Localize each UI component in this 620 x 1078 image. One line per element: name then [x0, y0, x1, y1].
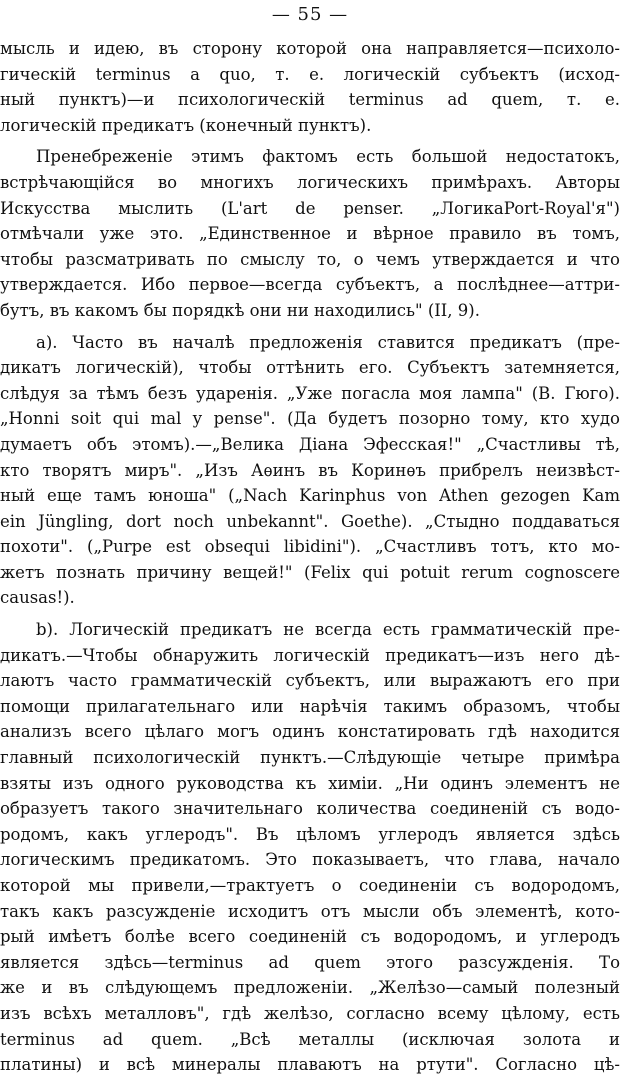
text-line: родомъ, какъ углеродъ". Въ цѣломъ углеродъ является здѣсь — [0, 824, 620, 844]
text-line: утверждается. Ибо первое—всегда субъектъ, а послѣднее—аттри- — [0, 275, 620, 295]
text-line: логическій предикатъ (конечный пунктъ). — [0, 115, 372, 135]
text-line: гическій terminus a quo, т. е. логическій субъектъ (исход- — [0, 64, 620, 84]
text-line: отмѣчали уже это. „Единственное и вѣрное правило въ томъ, — [0, 224, 620, 244]
text-line: встрѣчающійся во многихъ логическихъ примѣрахъ. Авторы — [0, 172, 620, 192]
text-line: слѣдуя за тѣмъ безъ ударенія. „Уже погасла моя лампа" (В. Гюго). — [0, 383, 620, 403]
text-line: которой мы привели,—трактуетъ о соединеніи съ водородомъ, — [0, 876, 620, 895]
text-line: Пренебреженіе этимъ фактомъ есть большой недостатокъ, — [36, 147, 620, 167]
text-line: ный еще тамъ юноша" („Nach Karinphus von Athen gezogen Kam — [0, 486, 620, 506]
text-line: b). Логическій предикатъ не всегда есть грамматическій пре- — [36, 620, 620, 640]
text-line: Искусства мыслить (L'art de penser. „ЛогикаPort-Royal'я") — [0, 198, 620, 218]
text-line: „Honni soit qui mal y pense". (Да будетъ позорно тому, кто худо — [0, 409, 620, 429]
text-line: дикатъ.—Чтобы обнаружить логическій предикатъ—изъ него дѣ- — [0, 645, 620, 665]
text-line: взяты изъ одного руководства къ химіи. „Ни одинъ элементъ не — [0, 773, 620, 793]
text-line: terminus ad quem. „Всѣ металлы (исключая золота и — [0, 1029, 620, 1049]
text-line: же и въ слѣдующемъ предложеніи. „Желѣзо—самый полезный — [0, 978, 620, 998]
text-line: a). Часто въ началѣ предложенія ставится предикатъ (пре- — [36, 332, 620, 352]
text-line: чтобы разсматривать по смыслу то, о чемъ утверждается и что — [0, 249, 620, 269]
text-line: лаютъ часто грамматическій субъектъ, или выражаютъ его при — [0, 671, 620, 691]
text-line: анализъ всего цѣлаго могъ одинъ констатировать гдѣ находится — [0, 722, 620, 742]
text-line: мысль и идею, въ сторону которой она направляется—психоло- — [0, 39, 620, 58]
body-text — [0, 36, 620, 1078]
text-line: думаетъ объ этомъ).—„Велика Діана Эфесская!" „Счастливы тѣ, — [0, 434, 620, 454]
text-line: образуетъ такого значительнаго количества соединеній съ водо- — [0, 799, 620, 819]
text-line: рый имѣетъ болѣе всего соединеній съ водородомъ, и углеродъ — [0, 927, 620, 947]
text-line: помощи прилагательнаго или нарѣчія такимъ образомъ, чтобы — [0, 696, 620, 716]
text-line: платины) и всѣ минералы плаваютъ на ртути". Согласно цѣ- — [0, 1055, 620, 1075]
text-line: ein Jüngling, dort noch unbekannt". Goethe). „Стыдно поддаваться — [0, 511, 620, 531]
text-line: жетъ познать причину вещей!" (Felix qui potuit rerum cognoscere — [0, 562, 620, 582]
text-line: бутъ, въ какомъ бы порядкѣ они ни находились" (II, 9). — [0, 300, 480, 320]
text-line: ный пунктъ)—и психологическій terminus ad quem, т. е. — [0, 90, 620, 110]
text-line: логическимъ предикатомъ. Это показываетъ, что глава, начало — [0, 850, 620, 870]
text-line: главный психологическій пунктъ.—Слѣдующіе четыре примѣра — [0, 748, 620, 768]
text-line: похоти". („Purpe est obsequi libidini"). „Счастливъ тотъ, кто мо- — [0, 537, 620, 557]
text-line: является здѣсь—terminus ad quem этого разсужденія. То — [0, 952, 620, 972]
page-number: — 55 — — [271, 4, 349, 25]
text-line: изъ всѣхъ металловъ", гдѣ желѣзо, согласно всему цѣлому, есть — [0, 1003, 620, 1023]
text-line: дикатъ логическій), чтобы оттѣнить его. Субъектъ затемняется, — [0, 358, 620, 378]
text-line: такъ какъ разсужденіе исходитъ отъ мысли объ элементѣ, кото- — [0, 901, 620, 921]
text-line: causas!). — [0, 588, 75, 608]
text-line: кто творятъ миръ". „Изъ Аѳинъ въ Коринѳъ прибрелъ неизвѣст- — [0, 460, 620, 480]
